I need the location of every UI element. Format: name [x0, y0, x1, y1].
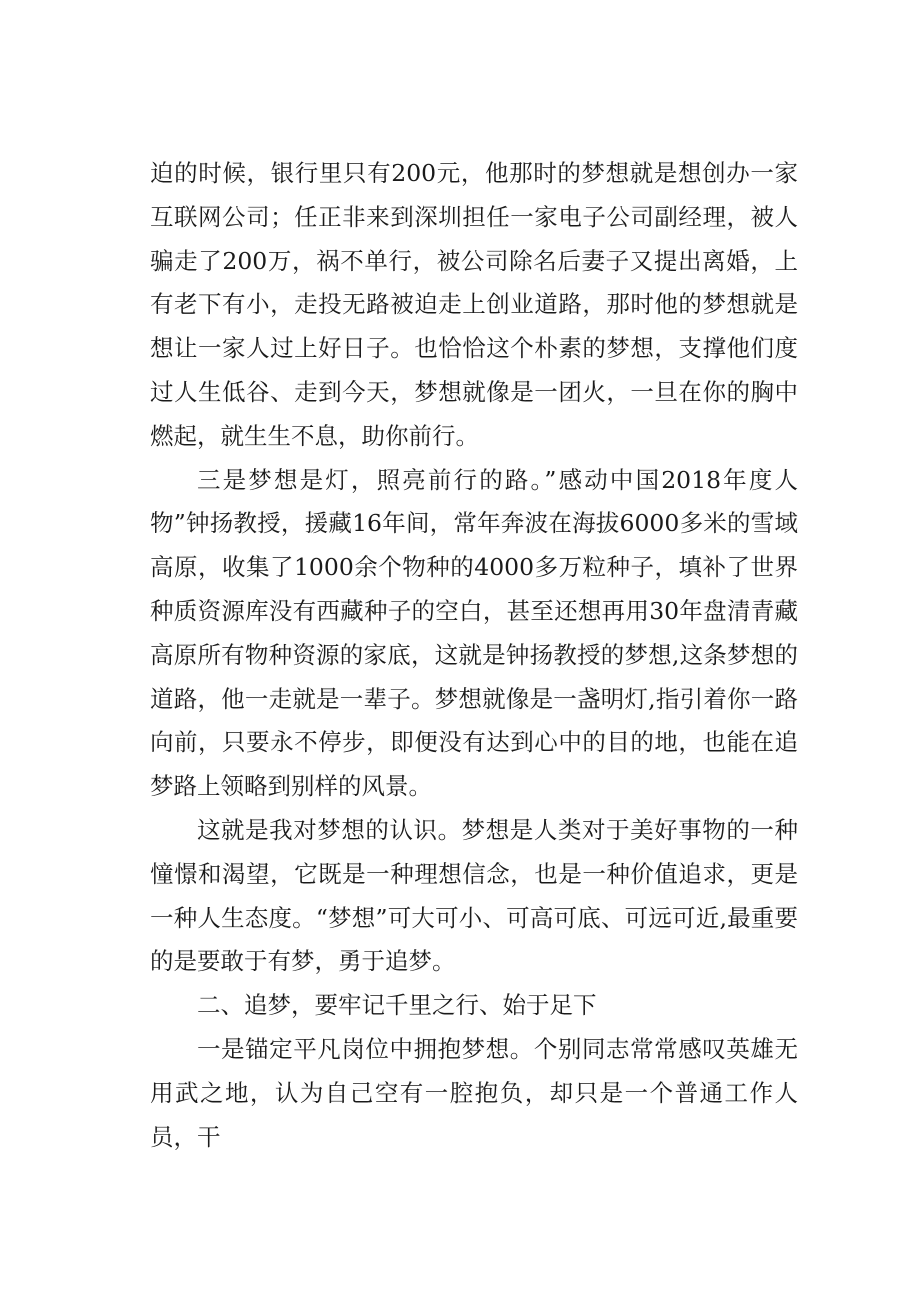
section-heading: 二、追梦，要牢记千里之行、始于足下 — [197, 991, 597, 1020]
paragraph-final: 一是锚定平凡岗位中拥抱梦想。个别同志常常感叹英雄无用武之地，认为自己空有一腔抱负，却只是一个普通工作人员，干 — [150, 1034, 798, 1151]
document-body — [150, 152, 798, 1159]
paragraph-dream-is-light: 三是梦想是灯，照亮前行的路。”感动中国2018年度人物”钟扬教授，援藏16年间，常年奔波在海拔6000多米的雪域高原，收集了1000余个物种的4000多万粒种子，填补了世界种质资源库没有西藏种子的空白，甚至还想再用30年盘清青藏高原所有物种资源的家底，这就是钟扬教授的梦想,这条梦想的道路，他一走就是一辈子。梦想就像是一盏明灯,指引着你一路向前，只要永不停步，即便没有达到心中的目的地，也能在追梦路上领略到别样的风景。 — [150, 465, 798, 801]
paragraph-continuation: 迫的时候，银行里只有200元，他那时的梦想就是想创办一家互联网公司；任正非来到深圳担任一家电子公司副经理，被人骗走了200万，祸不单行，被公司除名后妻子又提出离婚，上有老下有小，走投无路被迫走上创业道路，那时他的梦想就是想让一家人过上好日子。也恰恰这个朴素的梦想，支撑他们度过人生低谷、走到今天，梦想就像是一团火，一旦在你的胸中燃起，就生生不息，助你前行。 — [150, 159, 798, 450]
paragraph-dream-understanding: 这就是我对梦想的认识。梦想是人类对于美好事物的一种憧憬和渴望，它既是一种理想信念，也是一种价值追求，更是一种人生态度。“梦想”可大可小、可高可底、可远可近,最重要的是要敢于有梦，勇于追梦。 — [150, 815, 798, 976]
